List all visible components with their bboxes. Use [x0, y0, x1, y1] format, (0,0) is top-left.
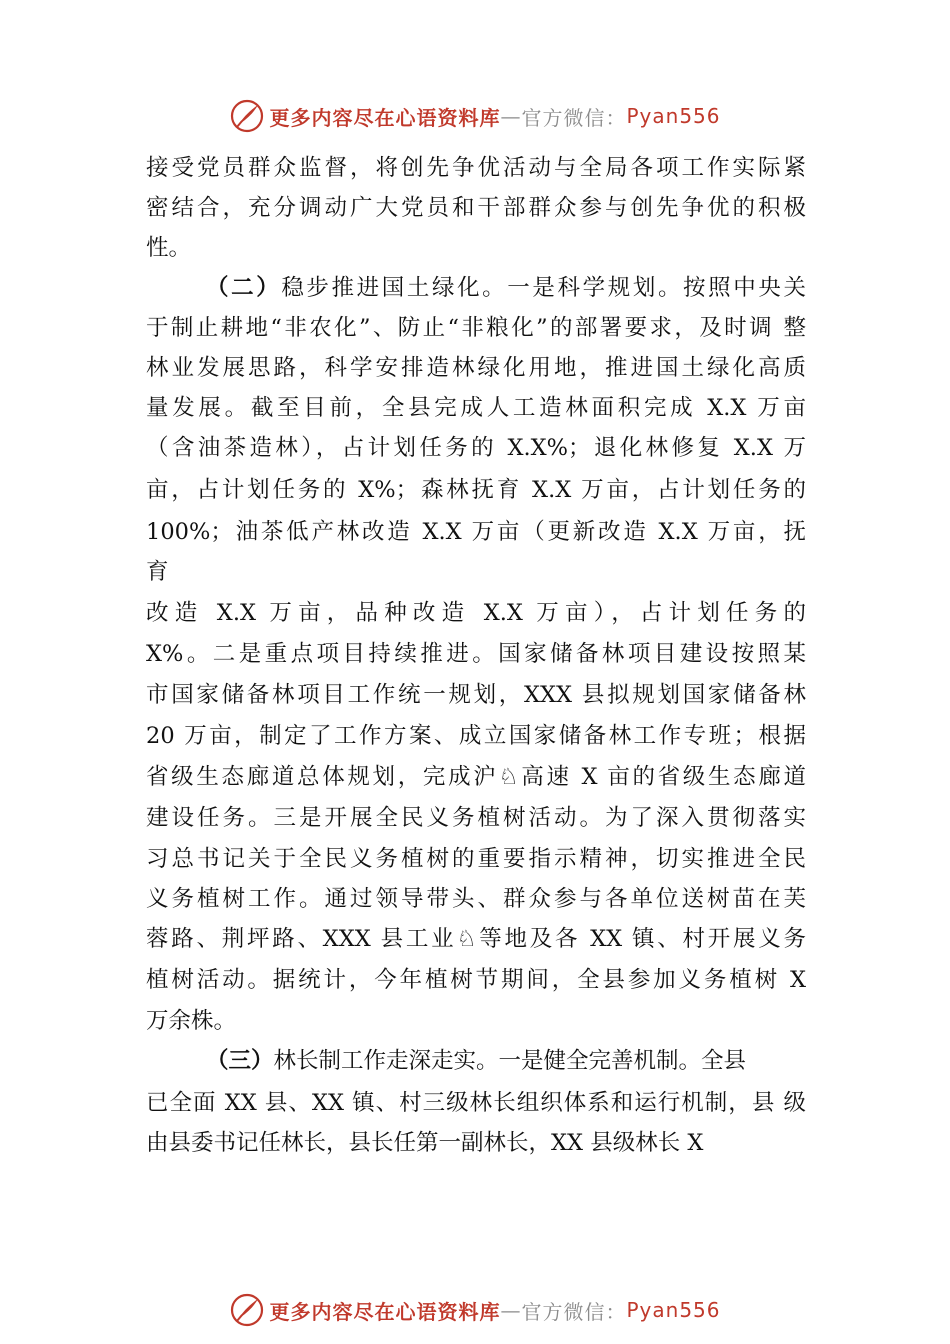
header-wechat-label: 官方微信： [521, 105, 627, 130]
footer-banner [0, 1290, 950, 1330]
section-3-number: （三） [206, 1048, 274, 1074]
body-line: 量发展。截至目前，全县完成人工造林面积完成 X.X 万亩 [146, 395, 806, 421]
body-line: 性。 [146, 235, 192, 261]
section-2-number: （二） [206, 275, 282, 301]
body-line: 蓉路、荆坪路、XXX 县工业♘等地及各 XX 镇、村开展义务 [146, 926, 806, 952]
body-line: 植树活动。据统计，今年植树节期间，全县参加义务植树 X [146, 967, 806, 993]
header-banner [0, 96, 950, 136]
body-line: 省级生态廊道总体规划，完成沪♘高速 X 亩的省级生态廊道 [146, 764, 806, 790]
body-line: 建设任务。三是开展全民义务植树活动。为了深入贯彻落实 [146, 805, 806, 831]
body-line: 改造 X.X 万亩，品种改造 X.X 万亩），占计划任务的 [146, 600, 806, 626]
footer-wechat-id: Pyan556 [626, 1298, 721, 1322]
body-line: 市国家储备林项目工作统一规划，XXX 县拟规划国家储备林 [146, 682, 806, 708]
body-line: 亩，占计划任务的 X%；森林抚育 X.X 万亩，占计划任务的 [146, 477, 806, 503]
body-line: 万余株。 [146, 1008, 237, 1034]
body-line: 由县委书记任林长，县长任第一副林长，XX 县级林长 X [146, 1130, 704, 1156]
body-line: 义务植树工作。通过领导带头、群众参与各单位送树苗在芙 [146, 886, 806, 912]
footer-brand-text: 更多内容尽在心语资料库 [269, 1299, 501, 1324]
body-line: 20 万亩，制定了工作方案、成立国家储备林工作专班；根据 [146, 723, 806, 749]
body-line: 育 [146, 559, 169, 585]
section-3-heading-line [206, 1041, 746, 1081]
body-line: X%。二是重点项目持续推进。国家储备林项目建设按照某 [146, 641, 806, 667]
body-line: 密结合，充分调动广大党员和干部群众参与创先争优的积极 [146, 195, 806, 221]
body-line: 已全面 XX 县、XX 镇、村三级林长组织体系和运行机制，县 级 [146, 1090, 806, 1116]
body-line: 习总书记关于全民义务植树的重要指示精神，切实推进全民 [146, 846, 806, 872]
section-2-heading-line [206, 268, 806, 308]
body-line: （含油茶造林），占计划任务的 X.X%；退化林修复 X.X 万 [146, 435, 806, 461]
body-line: 林业发展思路，科学安排造林绿化用地，推进国土绿化高质 [146, 355, 806, 381]
quill-logo-icon [229, 1292, 265, 1328]
section-3-text: 林长制工作走深走实。一是健全完善机制。全县 [273, 1048, 747, 1074]
body-line: 接受党员群众监督，将创先争优活动与全局各项工作实际紧 [146, 155, 806, 181]
footer-separator: — [500, 1298, 522, 1322]
header-wechat-id: Pyan556 [626, 104, 721, 128]
header-separator: — [500, 104, 522, 128]
header-brand-text: 更多内容尽在心语资料库 [269, 105, 501, 130]
footer-wechat-label: 官方微信： [521, 1299, 627, 1324]
body-line: 100%；油茶低产林改造 X.X 万亩（更新改造 X.X 万亩，抚 [146, 519, 806, 545]
section-2-text: 稳步推进国土绿化。一是科学规划。按照中央关 [281, 275, 806, 301]
body-line: 于制止耕地“非农化”、防止“非粮化”的部署要求，及时调 整 [146, 315, 806, 341]
quill-logo-icon [229, 98, 265, 134]
